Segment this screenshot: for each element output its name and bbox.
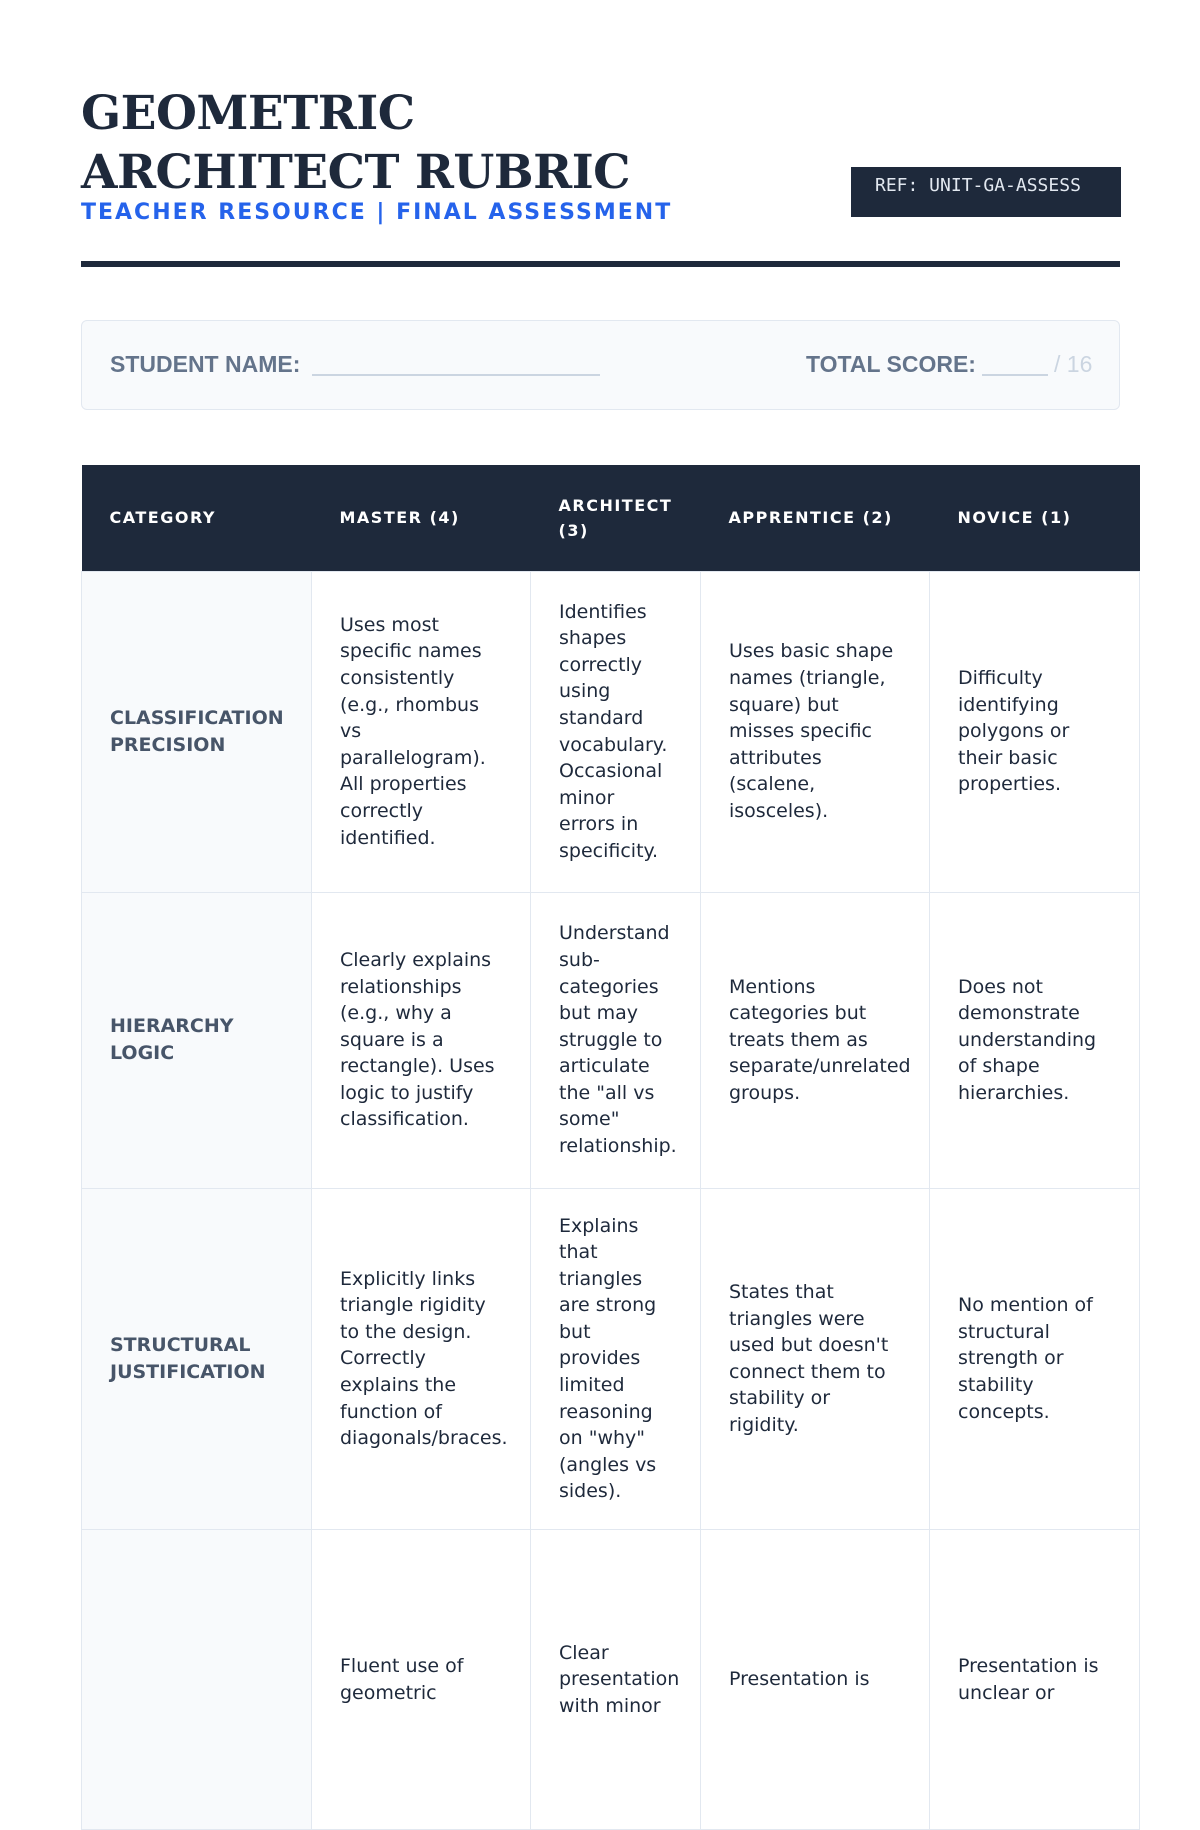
row-category: HIERARCHY LOGIC (82, 892, 312, 1188)
column-header-novice: NOVICE (1) (930, 465, 1140, 571)
criteria-cell: No mention of structural strength or stability concepts. (930, 1188, 1140, 1530)
page-header (81, 80, 1120, 266)
criteria-cell: Uses most specific names consistently (e.g., rhombus vs parallelogram). All properties correctly identified. (312, 571, 531, 892)
header-divider (81, 261, 1120, 267)
table-row (82, 1188, 1140, 1530)
column-header-apprentice: APPRENTICE (2) (701, 465, 930, 571)
page-subtitle: TEACHER RESOURCE | FINAL ASSESSMENT (81, 200, 673, 225)
column-header-architect: ARCHITECT (3) (531, 465, 701, 571)
total-score-field[interactable] (982, 374, 1048, 376)
criteria-cell: Presentation is (701, 1530, 930, 1830)
criteria-cell: Clearly explains relationships (e.g., why a square is a rectangle). Uses logic to justify classification. (312, 892, 531, 1188)
row-category (82, 1530, 312, 1830)
criteria-cell: Fluent use of geometric (312, 1530, 531, 1830)
rubric-page (81, 0, 1120, 1717)
criteria-cell: Identifies shapes correctly using standard vocabulary. Occasional minor errors in specificity. (531, 571, 701, 892)
column-header-master: MASTER (4) (312, 465, 531, 571)
criteria-cell: Mentions categories but treats them as separate/unrelated groups. (701, 892, 930, 1188)
page-title: GEOMETRIC ARCHITECT RUBRIC (81, 86, 631, 200)
criteria-cell: Presentation is unclear or (930, 1530, 1140, 1830)
criteria-cell: States that triangles were used but doesn't connect them to stability or rigidity. (701, 1188, 930, 1530)
reference-badge: REF: UNIT-GA-ASSESS (851, 167, 1121, 217)
table-row (82, 571, 1140, 892)
rubric-table (81, 465, 1140, 1830)
student-info-bar (81, 320, 1120, 410)
row-category: CLASSIFICATION PRECISION (82, 571, 312, 892)
row-category: STRUCTURAL JUSTIFICATION (82, 1188, 312, 1530)
total-score-max: / 16 (1054, 351, 1093, 377)
criteria-cell: Uses basic shape names (triangle, square) but misses specific attributes (scalene, isosceles). (701, 571, 930, 892)
column-header-category: CATEGORY (82, 465, 312, 571)
criteria-cell: Explains that triangles are strong but provides limited reasoning on "why" (angles vs sides). (531, 1188, 701, 1530)
student-name-field[interactable] (312, 374, 600, 376)
student-name-label: STUDENT NAME: (110, 351, 301, 377)
table-header-row (82, 465, 1140, 571)
table-row (82, 1530, 1140, 1830)
criteria-cell: Explicitly links triangle rigidity to the design. Correctly explains the function of diagonals/braces. (312, 1188, 531, 1530)
criteria-cell: Does not demonstrate understanding of shape hierarchies. (930, 892, 1140, 1188)
criteria-cell: Clear presentation with minor (531, 1530, 701, 1830)
criteria-cell: Understand sub-categories but may struggle to articulate the "all vs some" relationship. (531, 892, 701, 1188)
table-row (82, 892, 1140, 1188)
total-score-label: TOTAL SCORE: (806, 351, 976, 377)
criteria-cell: Difficulty identifying polygons or their basic properties. (930, 571, 1140, 892)
